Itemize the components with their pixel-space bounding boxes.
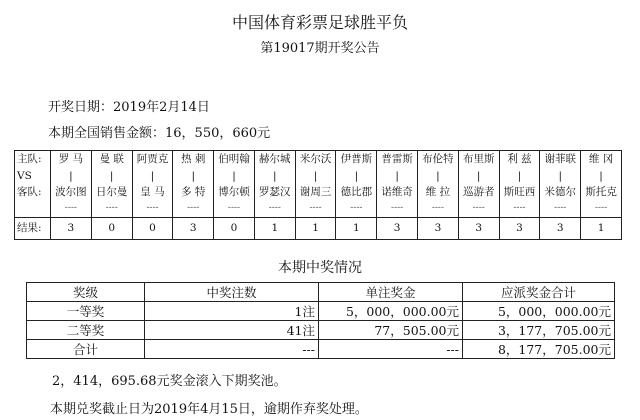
header-cell: 奖级 [27, 283, 145, 302]
separator-dash: ---- [295, 200, 336, 217]
home-team: 布伦特 [418, 151, 459, 168]
separator-dash: ---- [581, 200, 622, 217]
separator-dash: ---- [51, 200, 92, 217]
match-result: 3 [173, 217, 214, 239]
away-team: 米德尔 [540, 184, 581, 200]
total-prize: 3，177，705.00元 [463, 321, 615, 340]
separator-dash: ---- [91, 200, 132, 217]
separator-dash: ---- [499, 200, 540, 217]
separator-dash: ---- [336, 200, 377, 217]
match-result: 3 [51, 217, 92, 239]
prize-row-first [27, 302, 615, 321]
match-result: 0 [91, 217, 132, 239]
away-team-row [15, 184, 622, 200]
winner-count: 41注 [145, 321, 319, 340]
vs-mark: | [499, 167, 540, 183]
separator-dash: ---- [214, 200, 255, 217]
total-prize: 5，000，000.00元 [463, 302, 615, 321]
unit-prize: 5，000，000.00元 [319, 302, 463, 321]
home-team: 普雷斯 [377, 151, 418, 168]
prize-level: 一等奖 [27, 302, 145, 321]
match-result: 3 [499, 217, 540, 239]
away-team: 罗瑟汉 [254, 184, 295, 200]
match-table [14, 150, 622, 240]
prize-row-second [27, 321, 615, 340]
total-prize: 8，177，705.00元 [463, 340, 615, 359]
home-team: 伊普斯 [336, 151, 377, 168]
vs-mark: | [91, 167, 132, 183]
home-team: 曼 联 [91, 151, 132, 168]
sales-amount: 本期全国销售金额：16，550，660元 [48, 126, 271, 141]
match-result: 3 [458, 217, 499, 239]
separator-dash: ---- [418, 200, 459, 217]
separator-dash: ---- [377, 200, 418, 217]
away-team: 波尔图 [51, 184, 92, 200]
rollover-note: 2，414，695.68元奖金滚入下期奖池。 [52, 374, 287, 389]
vs-mark: | [540, 167, 581, 183]
vs-mark: | [295, 167, 336, 183]
home-team: 利 兹 [499, 151, 540, 168]
away-team: 皇 马 [132, 184, 173, 200]
match-result: 1 [336, 217, 377, 239]
winner-count: --- [145, 340, 319, 359]
away-team: 斯旺西 [499, 184, 540, 200]
home-team: 谢菲联 [540, 151, 581, 168]
away-team: 巡游者 [458, 184, 499, 200]
separator-dash: ---- [254, 200, 295, 217]
away-label: 客队: [15, 184, 51, 200]
prize-section-title: 本期中奖情况 [278, 260, 362, 276]
vs-mark: | [51, 167, 92, 183]
vs-mark: | [458, 167, 499, 183]
prize-level: 二等奖 [27, 321, 145, 340]
away-team: 多 特 [173, 184, 214, 200]
separator-dash: ---- [458, 200, 499, 217]
vs-mark: | [377, 167, 418, 183]
separator-dash: ---- [173, 200, 214, 217]
away-team: 诺维奇 [377, 184, 418, 200]
match-result: 3 [418, 217, 459, 239]
separator-dash: ---- [132, 200, 173, 217]
vs-row [15, 167, 622, 183]
home-team: 阿贾克 [132, 151, 173, 168]
header-cell: 应派奖金合计 [463, 283, 615, 302]
home-team: 伯明翰 [214, 151, 255, 168]
prize-header-row [27, 283, 615, 302]
match-result: 1 [254, 217, 295, 239]
result-label: 结果: [15, 217, 51, 239]
vs-mark: | [132, 167, 173, 183]
draw-date: 开奖日期：2019年2月14日 [48, 100, 210, 115]
home-team: 米尔沃 [295, 151, 336, 168]
vs-mark: | [581, 167, 622, 183]
vs-label: VS [15, 167, 51, 183]
away-team: 德比郡 [336, 184, 377, 200]
vs-mark: | [173, 167, 214, 183]
header-cell: 单注奖金 [319, 283, 463, 302]
match-result: 0 [214, 217, 255, 239]
separator-dash: ---- [540, 200, 581, 217]
page-title: 中国体育彩票足球胜平负 [231, 13, 408, 32]
result-row [15, 217, 622, 239]
match-result: 1 [581, 217, 622, 239]
away-team: 日尔曼 [91, 184, 132, 200]
away-team: 斯托克 [581, 184, 622, 200]
vs-mark: | [254, 167, 295, 183]
deadline-note: 本期兑奖截止日为2019年4月15日，逾期作弃奖处理。 [50, 402, 368, 417]
match-result: 1 [295, 217, 336, 239]
match-result: 3 [377, 217, 418, 239]
match-result: 0 [132, 217, 173, 239]
separator-row [15, 200, 622, 217]
vs-mark: | [418, 167, 459, 183]
home-team-row [15, 151, 622, 168]
prize-level: 合计 [27, 340, 145, 359]
page-subtitle: 第19017期开奖公告 [260, 41, 380, 56]
home-team: 维 冈 [581, 151, 622, 168]
unit-prize: --- [319, 340, 463, 359]
winner-count: 1注 [145, 302, 319, 321]
home-label: 主队: [15, 151, 51, 168]
home-team: 赫尔城 [254, 151, 295, 168]
prize-table [26, 282, 615, 359]
away-team: 维 拉 [418, 184, 459, 200]
home-team: 热 刺 [173, 151, 214, 168]
vs-mark: | [214, 167, 255, 183]
prize-row-total [27, 340, 615, 359]
home-team: 罗 马 [51, 151, 92, 168]
unit-prize: 77，505.00元 [319, 321, 463, 340]
header-cell: 中奖注数 [145, 283, 319, 302]
home-team: 布里斯 [458, 151, 499, 168]
match-result: 3 [540, 217, 581, 239]
vs-mark: | [336, 167, 377, 183]
away-team: 博尔顿 [214, 184, 255, 200]
away-team: 谢周三 [295, 184, 336, 200]
